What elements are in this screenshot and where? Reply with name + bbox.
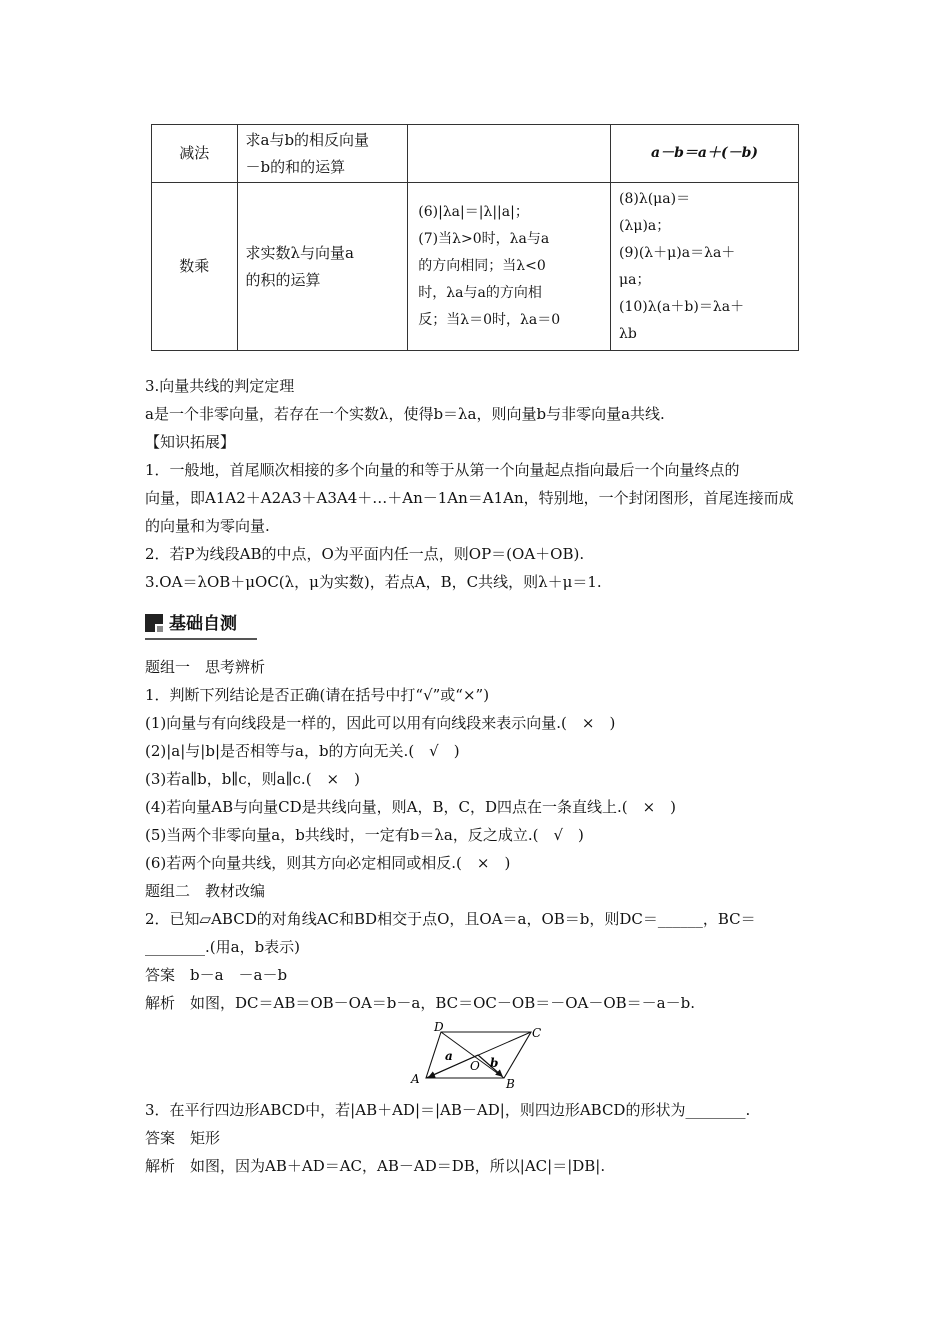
selftest-question-3 bbox=[145, 1096, 810, 1180]
question-1-item: (6)若两个向量共线，则其方向必定相同或相反.( × ) bbox=[145, 854, 511, 872]
extension-item-2: 2．若P为线段AB的中点，O为平面内任一点，则OP＝(OA＋OB). bbox=[145, 545, 585, 563]
definition-line: －b的和的运算 bbox=[245, 157, 346, 176]
question-1-item: (1)向量与有向线段是一样的，因此可以用有向线段来表示向量.( × ) bbox=[145, 714, 616, 732]
label-c: C bbox=[532, 1026, 542, 1040]
question-2-solution: 解析 如图，DC＝AB＝OB－OA＝b－a，BC＝OC－OB＝－OA－OB＝－a－b. bbox=[145, 994, 695, 1012]
law-line: λb bbox=[619, 325, 637, 342]
rule-line: (6)|λa|＝|λ||a|； bbox=[418, 204, 529, 220]
question-2-text: 2．已知▱ABCD的对角线AC和BD相交于点O，且OA＝a，OB＝b，则DC＝______，BC＝ bbox=[145, 910, 756, 928]
rule-line: 反；当λ＝0时，λa＝0 bbox=[418, 312, 561, 328]
op-name-subtraction: 减法 bbox=[152, 125, 238, 183]
op-rule-subtraction bbox=[408, 125, 611, 183]
section-title: 3.向量共线的判定定理 bbox=[145, 377, 295, 395]
definition-line: 的积的运算 bbox=[245, 270, 321, 289]
extension-item-1-line: 向量，即A1A2＋A2A3＋A3A4＋…＋An－1An＝A1An，特别地，一个封闭图形，首尾连接而成 bbox=[145, 489, 794, 507]
law-line: (8)λ(μa)＝ bbox=[619, 190, 691, 207]
extension-item-1-line: 1．一般地，首尾顺次相接的多个向量的和等于从第一个向量起点指向最后一个向量终点的 bbox=[145, 461, 740, 479]
question-3-solution: 解析 如图，因为AB＋AD＝AC，AB－AD＝DB，所以|AC|＝|DB|. bbox=[145, 1157, 606, 1175]
label-d: D bbox=[434, 1020, 444, 1034]
op-definition-subtraction bbox=[237, 125, 408, 183]
op-law-scalar bbox=[611, 183, 799, 351]
question-2-answer: 答案 b－a －a－b bbox=[145, 966, 288, 984]
section-collinear-theorem bbox=[145, 372, 810, 596]
table-row-subtraction bbox=[152, 125, 799, 183]
definition-line: 求实数λ与向量a bbox=[245, 243, 354, 262]
question-1-item: (2)|a|与|b|是否相等与a，b的方向无关.( √ ) bbox=[145, 742, 460, 760]
op-rule-scalar bbox=[408, 183, 611, 351]
question-1-title: 1．判断下列结论是否正确(请在括号中打“√”或“×”) bbox=[145, 686, 490, 704]
rule-line: (7)当λ>0时，λa与a bbox=[418, 231, 550, 247]
op-law-subtraction: a－b＝a＋(－b) bbox=[611, 125, 799, 183]
label-o: O bbox=[470, 1059, 480, 1073]
question-2-text: ________.(用a，b表示) bbox=[145, 938, 301, 956]
extension-item-1-line: 的向量和为零向量. bbox=[145, 517, 270, 535]
label-a: A bbox=[411, 1072, 420, 1086]
group-title: 题组二 教材改编 bbox=[145, 882, 266, 900]
op-name-scalar: 数乘 bbox=[152, 183, 238, 351]
parallelogram-figure bbox=[408, 1020, 548, 1092]
vector-operations-table bbox=[151, 124, 799, 351]
rule-line: 时，λa与a的方向相 bbox=[418, 285, 542, 301]
question-1-item: (5)当两个非零向量a，b共线时，一定有b＝λa，反之成立.( √ ) bbox=[145, 826, 584, 844]
selftest-group-1 bbox=[145, 653, 810, 1017]
definition-line: 求a与b的相反向量 bbox=[245, 130, 370, 149]
section-heading-selftest bbox=[145, 611, 257, 640]
group-title: 题组一 思考辨析 bbox=[145, 658, 266, 676]
op-definition-scalar bbox=[237, 183, 408, 351]
label-vector-b: b bbox=[490, 1056, 499, 1070]
table-row-scalar bbox=[152, 183, 799, 351]
law-line: (10)λ(a＋b)＝λa＋ bbox=[619, 298, 745, 315]
section-marker-icon bbox=[145, 614, 163, 632]
law-line: (9)(λ＋μ)a＝λa＋ bbox=[619, 244, 736, 261]
question-1-item: (4)若向量AB与向量CD是共线向量，则A，B，C，D四点在一条直线上.( × ) bbox=[145, 798, 677, 816]
law-line: (λμ)a； bbox=[619, 217, 671, 234]
extension-title: 【知识拓展】 bbox=[145, 433, 236, 451]
section-body: a是一个非零向量，若存在一个实数λ，使得b＝λa，则向量b与非零向量a共线. bbox=[145, 405, 665, 423]
law-line: μa； bbox=[619, 271, 651, 288]
rule-line: 的方向相同；当λ<0 bbox=[418, 258, 546, 274]
label-vector-a: a bbox=[445, 1049, 453, 1063]
extension-item-3: 3.OA＝λOB＋μOC(λ，μ为实数)，若点A，B，C共线，则λ＋μ＝1. bbox=[145, 573, 602, 591]
question-3-title: 3．在平行四边形ABCD中，若|AB＋AD|＝|AB－AD|，则四边形ABCD的形状为________. bbox=[145, 1101, 751, 1119]
question-1-item: (3)若a∥b，b∥c，则a∥c.( × ) bbox=[145, 770, 360, 788]
question-3-answer: 答案 矩形 bbox=[145, 1129, 221, 1147]
section-heading-text: 基础自测 bbox=[169, 614, 237, 634]
label-b: B bbox=[506, 1077, 515, 1091]
